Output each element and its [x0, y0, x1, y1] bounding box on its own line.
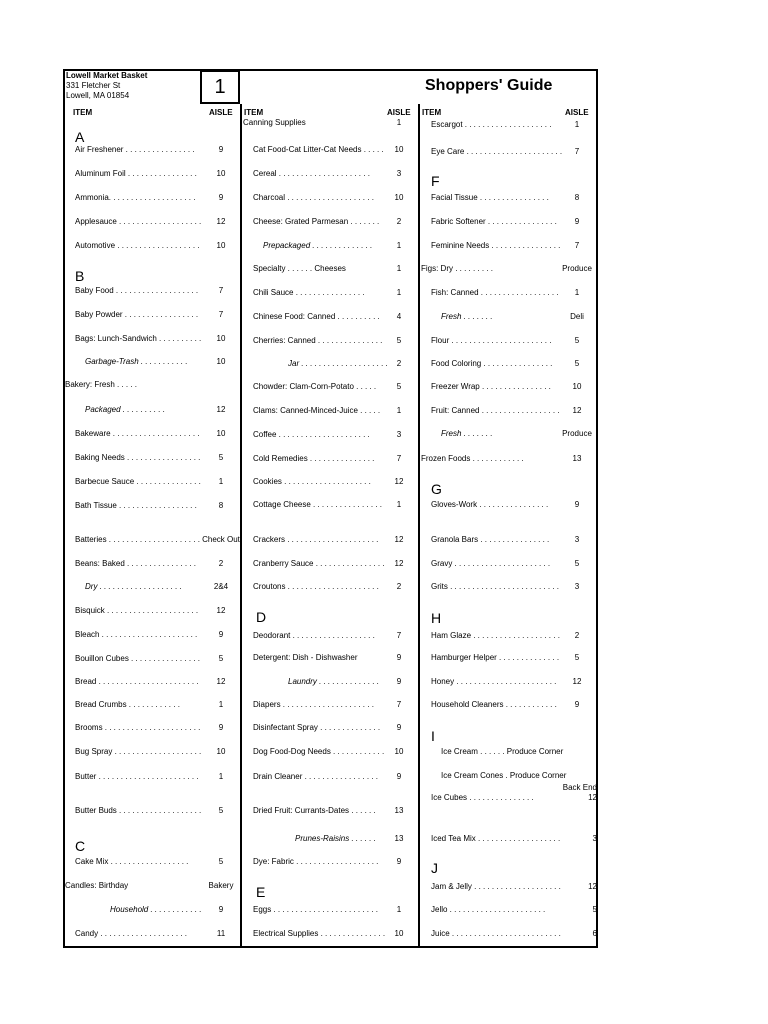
guide-item: Jar . . . . . . . . . . . . . . . . . . . . — [288, 359, 389, 368]
guide-item: Bread . . . . . . . . . . . . . . . . . . . . . . . — [75, 677, 199, 686]
guide-item: Chinese Food: Canned . . . . . . . . . . — [253, 312, 380, 321]
guide-item: Fruit: Canned . . . . . . . . . . . . . . . . . . — [431, 406, 560, 415]
aisle-number: 2 — [396, 582, 402, 591]
aisle-number: 5 — [396, 336, 402, 345]
aisle-number: 5 — [574, 653, 580, 662]
guide-item: Fabric Softener . . . . . . . . . . . . . . . . — [431, 217, 557, 226]
aisle-number: 1 — [218, 700, 224, 709]
aisle-number: 12 — [572, 406, 582, 415]
aisle-number: 2 — [396, 359, 402, 368]
guide-item: Gloves-Work . . . . . . . . . . . . . . . . — [431, 500, 549, 509]
aisle-number: 8 — [218, 501, 224, 510]
section-letter: B — [75, 268, 85, 284]
guide-item: Ice Cream . . . . . . Produce Corner — [441, 747, 564, 756]
guide-item: Feminine Needs . . . . . . . . . . . . . . . . — [431, 241, 561, 250]
guide-item: Disinfectant Spray . . . . . . . . . . . . . . — [253, 723, 381, 732]
section-letter: H — [431, 610, 442, 626]
guide-item: Chili Sauce . . . . . . . . . . . . . . . . — [253, 288, 365, 297]
aisle-number: 12 — [394, 559, 404, 568]
aisle-number: 12 — [394, 535, 404, 544]
aisle-number: 7 — [396, 631, 402, 640]
guide-item: Dry . . . . . . . . . . . . . . . . . . . — [85, 582, 182, 591]
aisle-number: 7 — [396, 454, 402, 463]
aisle-number: 8 — [574, 193, 580, 202]
aisle-number: 5 — [218, 453, 224, 462]
guide-item: Bisquick . . . . . . . . . . . . . . . . . . . . . — [75, 606, 199, 615]
aisle-number: 12 — [216, 405, 226, 414]
guide-item: Cake Mix . . . . . . . . . . . . . . . . . . — [75, 857, 189, 866]
aisle-number: 7 — [218, 286, 224, 295]
guide-item: Crackers . . . . . . . . . . . . . . . . . . . . . — [253, 535, 379, 544]
section-letter: A — [75, 129, 85, 145]
guide-item: Dried Fruit: Currants-Dates . . . . . . — [253, 806, 376, 815]
guide-item: Charcoal . . . . . . . . . . . . . . . . . . . . — [253, 193, 374, 202]
aisle-number: 10 — [216, 429, 226, 438]
aisle-number: 1 — [574, 120, 580, 129]
store-street: 331 Fletcher St — [66, 81, 121, 90]
section-letter: D — [256, 609, 267, 625]
guide-item: Prunes-Raisins . . . . . . — [295, 834, 376, 843]
guide-item: Flour . . . . . . . . . . . . . . . . . . . . . . . — [431, 336, 552, 345]
aisle-number: 3 — [396, 169, 402, 178]
aisle-number: 10 — [394, 929, 404, 938]
column-divider-1 — [240, 104, 242, 948]
guide-item: Granola Bars . . . . . . . . . . . . . . . . — [431, 535, 550, 544]
guide-item: Eye Care . . . . . . . . . . . . . . . . . . . . . . — [431, 147, 563, 156]
aisle-number: 9 — [396, 857, 402, 866]
aisle-number: 1 — [396, 288, 402, 297]
aisle-number: Bakery — [208, 881, 234, 890]
guide-item: Beans: Baked . . . . . . . . . . . . . . . . — [75, 559, 196, 568]
aisle-number: 3 — [396, 430, 402, 439]
guide-item: Detergent: Dish - Dishwasher — [253, 653, 358, 662]
guide-item: Facial Tissue . . . . . . . . . . . . . . . . — [431, 193, 549, 202]
guide-item: Electrical Supplies . . . . . . . . . . . . . . . — [253, 929, 386, 938]
guide-item: Bread Crumbs . . . . . . . . . . . . — [75, 700, 180, 709]
guide-item: Escargot . . . . . . . . . . . . . . . . . . . . — [431, 120, 552, 129]
guide-item: Bleach . . . . . . . . . . . . . . . . . . . . . . — [75, 630, 198, 639]
guide-item: Specialty . . . . . . Cheeses — [253, 264, 346, 273]
guide-item: Cherries: Canned . . . . . . . . . . . . . . . — [253, 336, 383, 345]
guide-item: Bug Spray . . . . . . . . . . . . . . . . . . . . — [75, 747, 202, 756]
section-letter: E — [256, 884, 266, 900]
aisle-number: 11 — [216, 929, 226, 938]
aisle-number: 1 — [396, 118, 402, 127]
guide-item: Ice Cubes . . . . . . . . . . . . . . . — [431, 793, 534, 802]
aisle-number: 5 — [218, 857, 224, 866]
guide-item: Laundry . . . . . . . . . . . . . . — [288, 677, 380, 686]
guide-item: Bags: Lunch-Sandwich . . . . . . . . . . — [75, 334, 202, 343]
aisle-number: 3 — [592, 834, 597, 843]
guide-item: Fish: Canned . . . . . . . . . . . . . . . . . . — [431, 288, 559, 297]
guide-item: Cottage Cheese . . . . . . . . . . . . . . . . — [253, 500, 382, 509]
guide-item: Prepackaged . . . . . . . . . . . . . . — [263, 241, 373, 250]
guide-item: Diapers . . . . . . . . . . . . . . . . . . . . . — [253, 700, 374, 709]
guide-item: Jello . . . . . . . . . . . . . . . . . . . . . . — [431, 905, 546, 914]
aisle-number: 13 — [394, 834, 404, 843]
store-address — [66, 71, 147, 101]
aisle-number: 7 — [574, 241, 580, 250]
item-header-3: ITEM — [422, 108, 442, 117]
aisle-number: 5 — [592, 905, 597, 914]
aisle-number: 9 — [396, 653, 402, 662]
aisle-number: 13 — [572, 454, 582, 463]
aisle-number: 5 — [396, 382, 402, 391]
guide-item: Deodorant . . . . . . . . . . . . . . . . . . . — [253, 631, 375, 640]
guide-item: Hamburger Helper . . . . . . . . . . . . . . — [431, 653, 560, 662]
aisle-number: 7 — [218, 310, 224, 319]
store-city: Lowell, MA 01854 — [66, 91, 130, 100]
aisle-number: 9 — [218, 723, 224, 732]
section-letter: J — [431, 860, 438, 876]
guide-item: Honey . . . . . . . . . . . . . . . . . . . . . . . — [431, 677, 557, 686]
guide-item: Dye: Fabric . . . . . . . . . . . . . . . . . . . — [253, 857, 379, 866]
guide-item: Bath Tissue . . . . . . . . . . . . . . . . . . — [75, 501, 197, 510]
aisle-number: 5 — [574, 359, 580, 368]
aisle-number: 7 — [396, 700, 402, 709]
aisle-number: 5 — [218, 806, 224, 815]
column-divider-2 — [418, 104, 420, 948]
guide-item: Baking Needs . . . . . . . . . . . . . . . . . — [75, 453, 201, 462]
aisle-number: 10 — [394, 193, 404, 202]
guide-item: Jam & Jelly . . . . . . . . . . . . . . . . . . . . — [431, 882, 561, 891]
aisle-number: 13 — [394, 806, 404, 815]
aisle-number: 1 — [396, 241, 402, 250]
aisle-number: 10 — [572, 382, 582, 391]
guide-item: Ham Glaze . . . . . . . . . . . . . . . . . . . . — [431, 631, 560, 640]
guide-item: Aluminum Foil . . . . . . . . . . . . . . . . — [75, 169, 197, 178]
aisle-number: 2 — [574, 631, 580, 640]
guide-item: Garbage-Trash . . . . . . . . . . . — [85, 357, 188, 366]
guide-item: Air Freshener . . . . . . . . . . . . . . . . — [75, 145, 195, 154]
aisle-number: 5 — [574, 559, 580, 568]
aisle-number: 1 — [574, 288, 580, 297]
guide-item: Coffee . . . . . . . . . . . . . . . . . . . . . — [253, 430, 370, 439]
guide-item: Packaged . . . . . . . . . . — [85, 405, 166, 414]
aisle-number: 5 — [218, 654, 224, 663]
guide-item: Clams: Canned-Minced-Juice . . . . . — [253, 406, 381, 415]
guide-item: Gravy . . . . . . . . . . . . . . . . . . . . . . — [431, 559, 551, 568]
guide-item: Fresh . . . . . . . — [441, 312, 493, 321]
guide-item: Candles: Birthday — [65, 881, 129, 890]
aisle-number: 9 — [574, 500, 580, 509]
section-letter: F — [431, 173, 440, 189]
item-header-2: ITEM — [244, 108, 264, 117]
aisle-header-2: AISLE — [387, 108, 411, 117]
store-name: Lowell Market Basket — [66, 71, 148, 80]
section-letter: C — [75, 838, 86, 854]
guide-item: Grits . . . . . . . . . . . . . . . . . . . . . . . . . — [431, 582, 560, 591]
aisle-number: 10 — [216, 747, 226, 756]
guide-item: Iced Tea Mix . . . . . . . . . . . . . . . . . . . — [431, 834, 561, 843]
aisle-number: 10 — [216, 169, 226, 178]
aisle-number: 5 — [574, 336, 580, 345]
guide-item: Cookies . . . . . . . . . . . . . . . . . . . . — [253, 477, 371, 486]
aisle-number: 2&4 — [213, 582, 229, 591]
aisle-number: 1 — [396, 500, 402, 509]
aisle-number: 9 — [396, 677, 402, 686]
aisle-number: 3 — [574, 535, 580, 544]
aisle-number: 4 — [396, 312, 402, 321]
aisle-number: 7 — [574, 147, 580, 156]
guide-item: Butter Buds . . . . . . . . . . . . . . . . . . . — [75, 806, 202, 815]
guide-item: Bakeware . . . . . . . . . . . . . . . . . . . . — [75, 429, 200, 438]
guide-item: Chowder: Clam-Corn-Potato . . . . . — [253, 382, 377, 391]
guide-item: Cereal . . . . . . . . . . . . . . . . . . . . . — [253, 169, 370, 178]
guide-item: Cold Remedies . . . . . . . . . . . . . . . — [253, 454, 375, 463]
aisle-header-3: AISLE — [565, 108, 589, 117]
aisle-number: 9 — [218, 905, 224, 914]
guide-item: Baby Powder . . . . . . . . . . . . . . . . . — [75, 310, 199, 319]
aisle-number: 9 — [218, 193, 224, 202]
aisle-number: 1 — [396, 264, 402, 273]
aisle-number: 9 — [396, 723, 402, 732]
aisle-number: 12 — [588, 882, 597, 891]
section-letter: G — [431, 481, 442, 497]
aisle-number: 9 — [574, 700, 580, 709]
guide-item: Food Coloring . . . . . . . . . . . . . . . . — [431, 359, 553, 368]
page-number: 1 — [200, 70, 240, 104]
guide-item: Fresh . . . . . . . — [441, 429, 493, 438]
aisle-number: Back End 12 — [562, 783, 597, 802]
guide-item: Butter . . . . . . . . . . . . . . . . . . . . . . . — [75, 772, 199, 781]
guide-item: Ice Cream Cones . Produce Corner — [441, 771, 567, 780]
item-header-1: ITEM — [73, 108, 93, 117]
guide-item: Cranberry Sauce . . . . . . . . . . . . . . . . — [253, 559, 385, 568]
aisle-number: 1 — [396, 406, 402, 415]
aisle-number: 10 — [394, 145, 404, 154]
aisle-number: 9 — [218, 145, 224, 154]
guide-item: Bakery: Fresh . . . . . — [65, 380, 138, 389]
page-title: Shoppers' Guide — [425, 77, 553, 94]
guide-item: Freezer Wrap . . . . . . . . . . . . . . . . — [431, 382, 551, 391]
aisle-number: Produce — [562, 264, 592, 273]
guide-item: Household . . . . . . . . . . . . — [110, 905, 202, 914]
guide-item: Ammonia. . . . . . . . . . . . . . . . . . . . — [75, 193, 196, 202]
guide-item: Croutons . . . . . . . . . . . . . . . . . . . . . — [253, 582, 379, 591]
guide-item: Bouillon Cubes . . . . . . . . . . . . . . . . — [75, 654, 200, 663]
guide-item: Juice . . . . . . . . . . . . . . . . . . . . . . . . . — [431, 929, 561, 938]
guide-item: Figs: Dry . . . . . . . . . — [421, 264, 494, 273]
guide-item: Barbecue Sauce . . . . . . . . . . . . . . . — [75, 477, 201, 486]
aisle-number: Deli — [570, 312, 584, 321]
aisle-number: 10 — [216, 357, 226, 366]
guide-item: Candy . . . . . . . . . . . . . . . . . . . . — [75, 929, 188, 938]
aisle-number: 1 — [218, 772, 224, 781]
guide-item: Household Cleaners . . . . . . . . . . . . — [431, 700, 557, 709]
aisle-number: 6 — [592, 929, 597, 938]
guide-item: Frozen Foods . . . . . . . . . . . . — [421, 454, 524, 463]
aisle-number: 2 — [218, 559, 224, 568]
guide-item: Dog Food-Dog Needs . . . . . . . . . . . . — [253, 747, 385, 756]
guide-item: Batteries . . . . . . . . . . . . . . . . . . . . . — [75, 535, 200, 544]
aisle-number: 12 — [572, 677, 582, 686]
aisle-number: 10 — [216, 334, 226, 343]
aisle-number: 12 — [216, 217, 226, 226]
guide-item: Canning Supplies — [243, 118, 306, 127]
aisle-number: 3 — [574, 582, 580, 591]
aisle-number: Produce — [562, 429, 592, 438]
aisle-number: 12 — [216, 606, 226, 615]
aisle-number: Check Out — [202, 535, 240, 544]
guide-item: Cat Food-Cat Litter-Cat Needs . . . . . — [253, 145, 384, 154]
aisle-number: 1 — [218, 477, 224, 486]
guide-item: Eggs . . . . . . . . . . . . . . . . . . . . . . . . — [253, 905, 378, 914]
aisle-number: 9 — [218, 630, 224, 639]
guide-item: Brooms . . . . . . . . . . . . . . . . . . . . . . — [75, 723, 201, 732]
guide-item: Automotive . . . . . . . . . . . . . . . . . . . — [75, 241, 200, 250]
aisle-number: 9 — [396, 772, 402, 781]
aisle-number: 2 — [396, 217, 402, 226]
aisle-number: 12 — [394, 477, 404, 486]
guide-item: Drain Cleaner . . . . . . . . . . . . . . . . . — [253, 772, 378, 781]
guide-item: Baby Food . . . . . . . . . . . . . . . . . . . — [75, 286, 199, 295]
aisle-number: 1 — [396, 905, 402, 914]
aisle-number: 12 — [216, 677, 226, 686]
guide-item: Cheese: Grated Parmesan . . . . . . . — [253, 217, 380, 226]
aisle-number: 10 — [216, 241, 226, 250]
aisle-number: 9 — [574, 217, 580, 226]
aisle-number: 10 — [394, 747, 404, 756]
section-letter: I — [431, 728, 435, 744]
guide-item: Applesauce . . . . . . . . . . . . . . . . . . . — [75, 217, 202, 226]
aisle-header-1: AISLE — [209, 108, 233, 117]
